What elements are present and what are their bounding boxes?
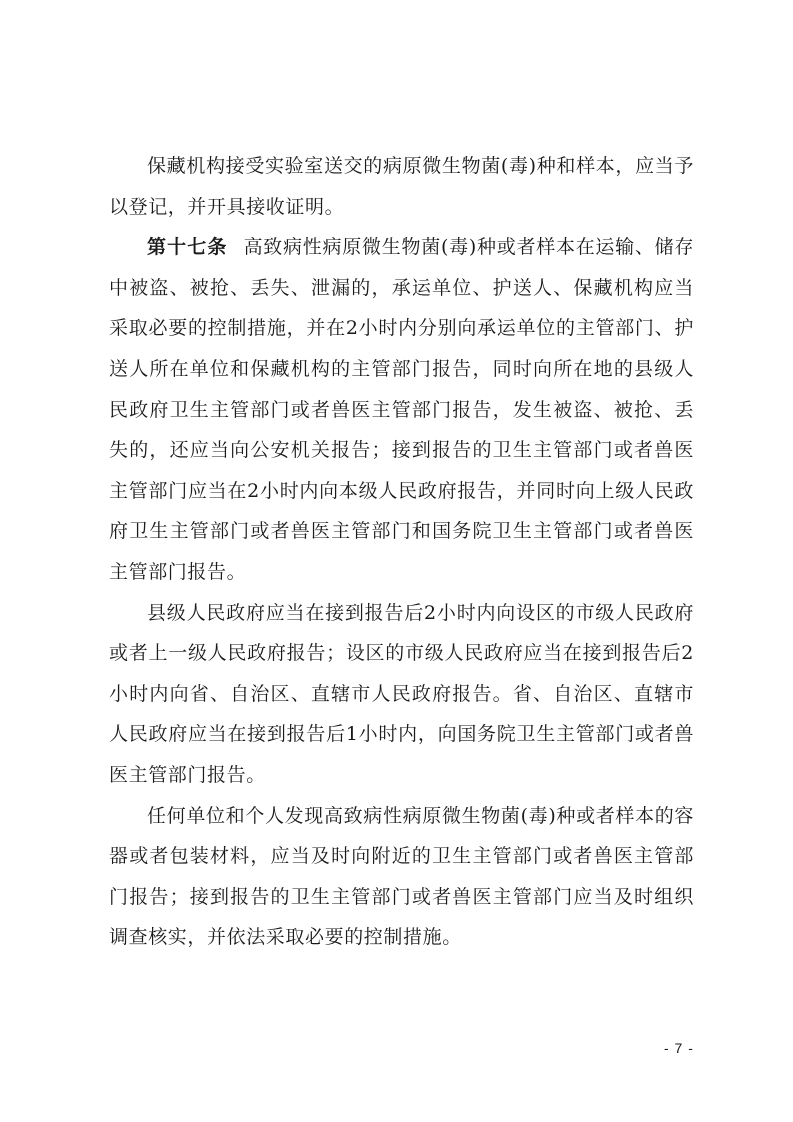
paragraph-3-text: 县级人民政府应当在接到报告后2小时内向设区的市级人民政府或者上一级人民政府报告；设区的市级人民政府应当在接到报告后2小时内向省、自治区、直辖市人民政府报告。省、自治区、直辖市人民政府应当在接到报告后1小时内，向国务院卫生主管部门或者兽医主管部门报告。 <box>109 601 694 786</box>
paragraph-2-text: 高致病性病原微生物菌(毒)种或者样本在运输、储存中被盗、被抢、丢失、泄漏的，承运单位、护送人、保藏机构应当采取必要的控制措施，并在2小时内分别向承运单位的主管部门、护送人所在单位和保藏机构的主管部门报告，同时向所在地的县级人民政府卫生主管部门或者兽医主管部门报告，发生被盗、被抢、丢失的，还应当向公安机关报告；接到报告的卫生主管部门或者兽医主管部门应当在2小时内向本级人民政府报告，并同时向上级人民政府卫生主管部门或者兽医主管部门和国务院卫生主管部门或者兽医主管部门报告。 <box>109 236 694 583</box>
document-body <box>109 146 694 958</box>
article-label: 第十七条 <box>147 236 228 259</box>
page-number: - 7 - <box>664 1040 694 1056</box>
paragraph-1-text: 保藏机构接受实验室送交的病原微生物菌(毒)种和样本，应当予以登记，并开具接收证明。 <box>109 155 694 218</box>
paragraph-2 <box>109 227 694 592</box>
paragraph-1 <box>109 146 694 227</box>
paragraph-4 <box>109 796 694 958</box>
paragraph-4-text: 任何单位和个人发现高致病性病原微生物菌(毒)种或者样本的容器或者包装材料，应当及时向附近的卫生主管部门或者兽医主管部门报告；接到报告的卫生主管部门或者兽医主管部门应当及时组织调查核实，并依法采取必要的控制措施。 <box>109 804 694 949</box>
paragraph-3 <box>109 593 694 796</box>
